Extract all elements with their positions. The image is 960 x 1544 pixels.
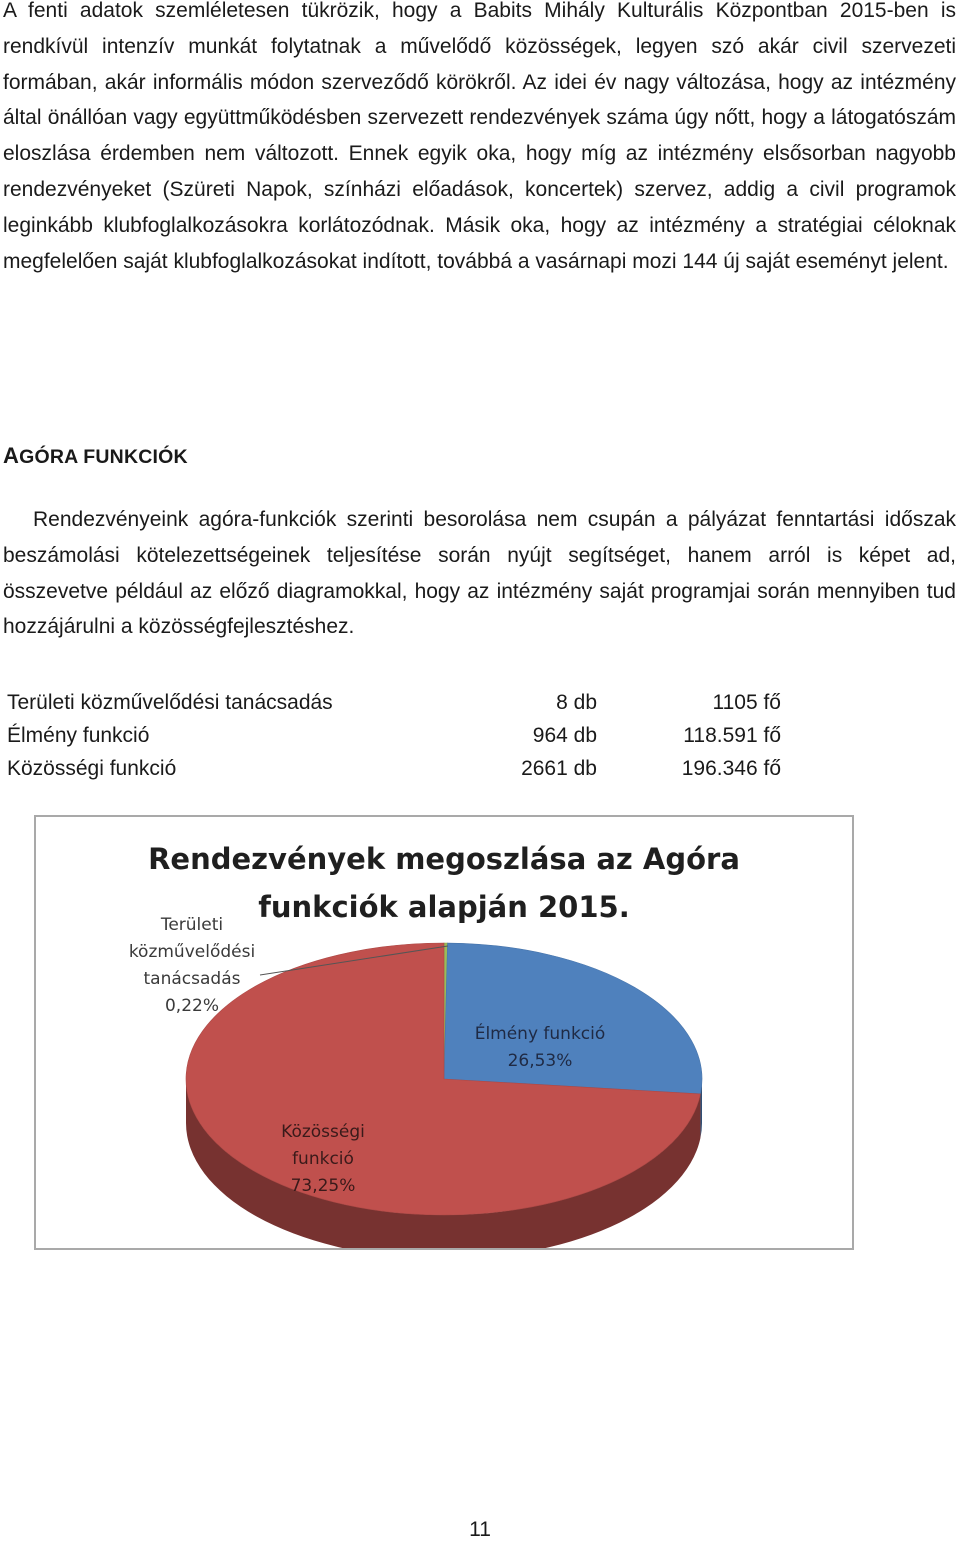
stats-count: 964 db xyxy=(532,724,597,747)
slice-label-line: funkció xyxy=(292,1149,354,1169)
stats-label: Élmény funkció xyxy=(7,724,150,747)
stats-people: 118.591 fő xyxy=(683,724,781,747)
page-number: 11 xyxy=(469,1518,491,1541)
pie-slice xyxy=(444,943,702,1094)
agora-paragraph: Rendezvényeink agóra-funkciók szerinti besorolása nem csupán a pályázat fenntartási időszak beszámolási kötelezettségeinek teljesítése során nyújt segítséget, hanem arról is képet ad, összevetve például az előző diagramokkal, hogy az intézmény saját programjai során mennyiben tud hozzájárulni a közösségfejlesztéshez. xyxy=(3,508,956,639)
chart-title-line: funkciók alapján 2015. xyxy=(258,890,630,924)
heading-initial: A xyxy=(3,443,20,468)
heading-rest: GÓRA FUNKCIÓK xyxy=(19,446,188,468)
slice-label-line: 0,22% xyxy=(164,996,220,1016)
slice-label-line: közművelődési xyxy=(128,942,256,962)
section-heading xyxy=(3,443,188,469)
stats-row xyxy=(7,752,797,785)
slice-label xyxy=(281,1122,365,1196)
pie-chart-frame xyxy=(34,815,854,1250)
stats-people: 1105 fő xyxy=(712,691,781,714)
pie-chart xyxy=(36,817,852,1248)
intro-paragraph: A fenti adatok szemléletesen tükrözik, hogy a Babits Mihály Kulturális Központban 2015-ben is rendkívül intenzív munkát folytatnak a művelődő közösségek, legyen szó akár civil szervezeti formában, akár informális módon szerveződő körökről. Az idei év nagy változása, hogy az intézmény által önállóan vagy együttműködésben szervezett rendezvények száma úgy nőtt, hogy a látogatószám eloszlása érdemben nem változott. Ennek egyik oka, hogy míg az intézmény elsősorban nagyobb rendezvényeket (Szüreti Napok, színházi előadások, koncertek) szervez, addig a civil programok leginkább klubfoglalkozásokra korlátozódnak. Másik oka, hogy az intézmény a stratégiai céloknak megfelelően saját klubfoglalkozásokat indított, továbbá a vasárnapi mozi 144 új saját eseményt jelent. xyxy=(3,0,956,273)
stats-row xyxy=(7,719,797,752)
slice-label-line: Élmény funkció xyxy=(474,1024,606,1044)
stats-label: Közösségi funkció xyxy=(7,757,177,780)
stats-table xyxy=(7,686,797,785)
slice-label-line: 73,25% xyxy=(290,1176,356,1196)
chart-title-line: Rendezvények megoszlása az Agóra xyxy=(148,842,740,876)
stats-people: 196.346 fő xyxy=(681,757,781,780)
slice-label-line: 26,53% xyxy=(507,1051,573,1071)
stats-count: 8 db xyxy=(556,691,597,714)
slice-label-line: tanácsadás xyxy=(143,969,241,989)
stats-count: 2661 db xyxy=(521,757,597,780)
slice-label-line: Közösségi xyxy=(281,1122,365,1142)
slice-label-line: Területi xyxy=(160,915,224,935)
pie-top xyxy=(186,943,702,1215)
stats-row xyxy=(7,686,797,719)
stats-label: Területi közművelődési tanácsadás xyxy=(7,691,333,714)
